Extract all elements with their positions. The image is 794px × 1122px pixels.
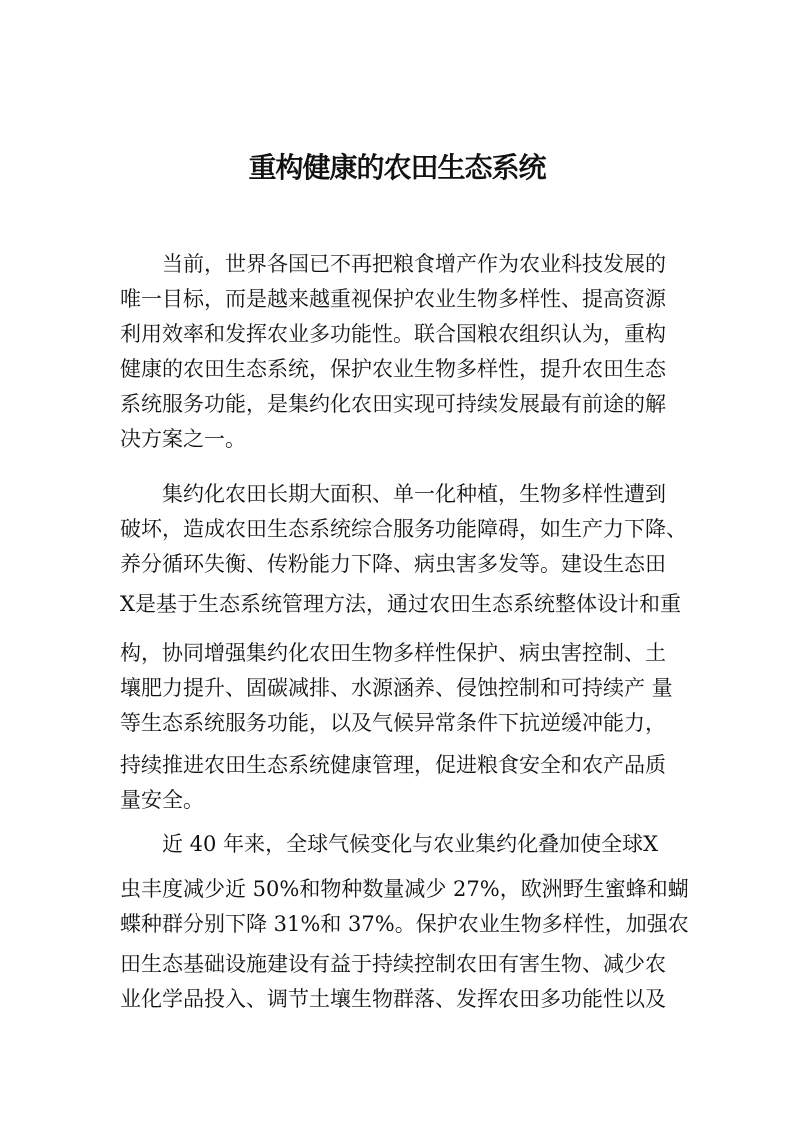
paragraph-2-line-2: 破坏，造成农田生态系统综合服务功能障碍，如生产力下降、 <box>120 517 687 541</box>
document-title: 重构健康的农田生态系统 <box>248 151 546 184</box>
paragraph-1-line-2: 唯一目标，而是越来越重视保护农业生物多样性、提高资源 <box>120 287 666 311</box>
paragraph-2-line-7: 等生态系统服务功能，以及气候异常条件下抗逆缓冲能力， <box>120 711 666 735</box>
paragraph-3-line-5: 业化学品投入、调节土壤生物群落、发挥农田多功能性以及 <box>120 987 666 1011</box>
paragraph-2-line-8: 持续推进农田生态系统健康管理，促进粮食安全和农产品质 <box>120 753 666 777</box>
paragraph-2-line-5: 构，协同增强集约化农田生物多样性保护、病虫害控制、土 <box>120 641 666 665</box>
paragraph-1-line-5: 系统服务功能，是集约化农田实现可持续发展最有前途的解 <box>120 392 666 416</box>
paragraph-1-line-1: 当前，世界各国已不再把粮食增产作为农业科技发展的 <box>162 252 666 276</box>
paragraph-2-line-1: 集约化农田长期大面积、单一化种植，生物多样性遭到 <box>162 482 666 506</box>
paragraph-2-line-4: X是基于生态系统管理方法，通过农田生态系统整体设计和重 <box>120 592 681 616</box>
paragraph-1-line-6: 决方案之一。 <box>120 427 246 451</box>
paragraph-3-line-3: 蝶种群分别下降 31%和 37%。保护农业生物多样性，加强农 <box>120 912 689 936</box>
paragraph-2-line-9: 量安全。 <box>120 788 204 812</box>
paragraph-1-line-4: 健康的农田生态系统，保护农业生物多样性，提升农田生态 <box>120 357 666 381</box>
paragraph-1-line-3: 利用效率和发挥农业多功能性。联合国粮农组织认为，重构 <box>120 322 666 346</box>
paragraph-3-line-1: 近 40 年来，全球气候变化与农业集约化叠加使全球X <box>162 832 659 856</box>
paragraph-3-line-4: 田生态基础设施建设有益于持续控制农田有害生物、减少农 <box>120 952 666 976</box>
paragraph-3-line-2: 虫丰度减少近 50%和物种数量减少 27%，欧洲野生蜜蜂和蝴 <box>120 877 689 901</box>
paragraph-2-line-3: 养分循环失衡、传粉能力下降、病虫害多发等。建设生态田 <box>120 552 666 576</box>
paragraph-2-line-6: 壤肥力提升、固碳减排、水源涵养、侵蚀控制和可持续产 量 <box>120 676 673 700</box>
